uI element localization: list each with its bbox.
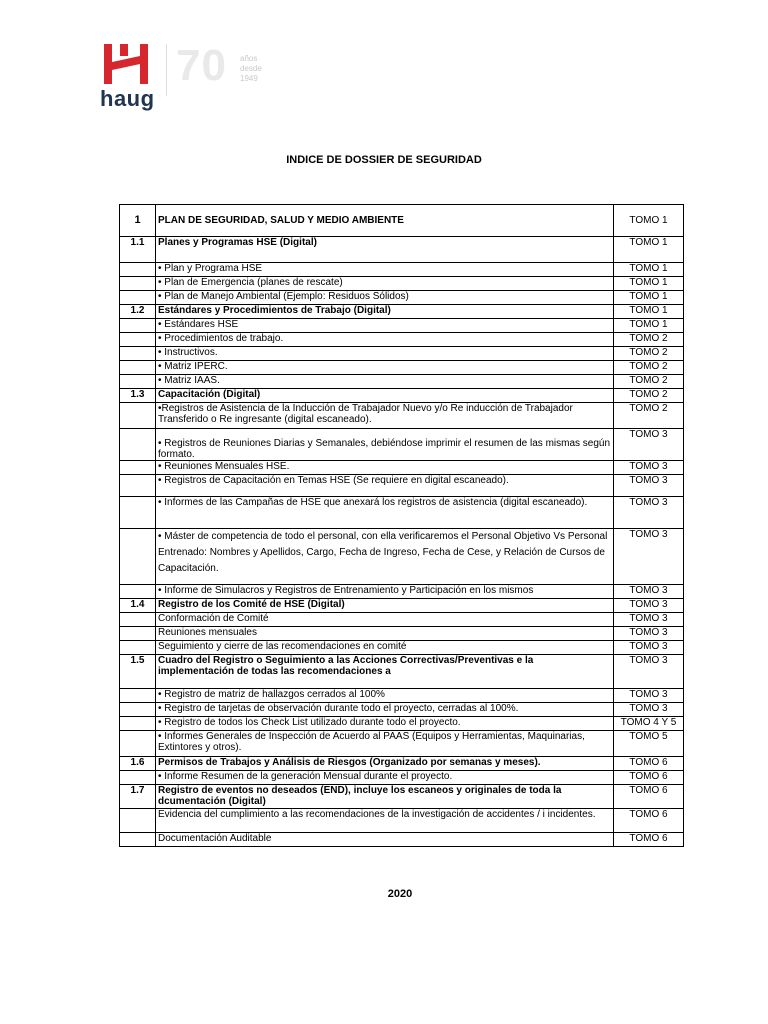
tomo-cell: TOMO 1 (614, 263, 684, 277)
section-number (120, 475, 156, 497)
tomo-cell: TOMO 1 (614, 291, 684, 305)
section-number (120, 497, 156, 529)
item-text: • Informes Generales de Inspección de Acuerdo al PAAS (Equipos y Herramientas, Maquinarias, Extintores y otros). (156, 731, 614, 757)
section-number (120, 375, 156, 389)
tomo-cell: TOMO 6 (614, 757, 684, 771)
section-number (120, 291, 156, 305)
table-row (120, 347, 684, 361)
table-row (120, 771, 684, 785)
section-number (120, 277, 156, 291)
table-row (120, 655, 684, 689)
section-number (120, 717, 156, 731)
tomo-cell: TOMO 3 (614, 475, 684, 497)
item-text: • Matriz IAAS. (156, 375, 614, 389)
table-row (120, 237, 684, 263)
section-number (120, 703, 156, 717)
section-number (120, 809, 156, 833)
section-number (120, 731, 156, 757)
item-text: • Registro de tarjetas de observación durante todo el proyecto, cerradas al 100%. (156, 703, 614, 717)
tomo-cell: TOMO 5 (614, 731, 684, 757)
item-text: • Registro de todos los Check List utilizado durante todo el proyecto. (156, 717, 614, 731)
section-number (120, 641, 156, 655)
section-number (120, 613, 156, 627)
item-text: • Registros de Capacitación en Temas HSE (Se requiere en digital escaneado). (156, 475, 614, 497)
section-number (120, 833, 156, 847)
tomo-cell: TOMO 1 (614, 277, 684, 291)
item-text: • Registro de matriz de hallazgos cerrados al 100% (156, 689, 614, 703)
section-number: 1 (120, 205, 156, 237)
section-number (120, 771, 156, 785)
section-number: 1.5 (120, 655, 156, 689)
tomo-cell: TOMO 3 (614, 529, 684, 585)
table-row (120, 529, 684, 585)
table-row (120, 689, 684, 703)
item-text: Conformación de Comité (156, 613, 614, 627)
table-row (120, 717, 684, 731)
section-number (120, 529, 156, 585)
section-title: Registro de eventos no deseados (END), incluye los escaneos y originales de toda la dcumentación (Digital) (156, 785, 614, 809)
tomo-cell: TOMO 1 (614, 205, 684, 237)
section-number: 1.1 (120, 237, 156, 263)
table-row (120, 319, 684, 333)
table-row (120, 305, 684, 319)
item-text: • Reuniones Mensuales HSE. (156, 461, 614, 475)
table-row (120, 757, 684, 771)
section-title: PLAN DE SEGURIDAD, SALUD Y MEDIO AMBIENTE (156, 205, 614, 237)
section-number (120, 347, 156, 361)
section-number: 1.4 (120, 599, 156, 613)
item-text: • Registros de Reuniones Diarias y Semanales, debiéndose imprimir el resumen de las mismas según formato. (156, 429, 614, 461)
table-row (120, 585, 684, 599)
item-text: Reuniones mensuales (156, 627, 614, 641)
table-row (120, 613, 684, 627)
table-row (120, 475, 684, 497)
logo-since: años desde 1949 (240, 54, 262, 83)
section-number (120, 461, 156, 475)
section-number (120, 333, 156, 347)
tomo-cell: TOMO 3 (614, 655, 684, 689)
section-title: Capacitación (Digital) (156, 389, 614, 403)
item-text: Seguimiento y cierre de las recomendaciones en comité (156, 641, 614, 655)
table-row (120, 361, 684, 375)
company-logo (100, 42, 280, 114)
tomo-cell: TOMO 6 (614, 809, 684, 833)
tomo-cell: TOMO 2 (614, 403, 684, 429)
section-number (120, 263, 156, 277)
item-text: Documentación Auditable (156, 833, 614, 847)
tomo-cell: TOMO 2 (614, 361, 684, 375)
item-text: • Plan de Manejo Ambiental (Ejemplo: Residuos Sólidos) (156, 291, 614, 305)
section-number: 1.3 (120, 389, 156, 403)
tomo-cell: TOMO 2 (614, 347, 684, 361)
tomo-cell: TOMO 2 (614, 389, 684, 403)
item-text: • Procedimientos de trabajo. (156, 333, 614, 347)
section-number (120, 319, 156, 333)
tomo-cell: TOMO 4 Y 5 (614, 717, 684, 731)
item-text: • Informes de las Campañas de HSE que anexará los registros de asistencia (digital escaneado). (156, 497, 614, 529)
table-row (120, 277, 684, 291)
tomo-cell: TOMO 3 (614, 689, 684, 703)
table-row (120, 599, 684, 613)
table-row (120, 403, 684, 429)
table-row (120, 429, 684, 461)
table-row (120, 703, 684, 717)
section-title: Estándares y Procedimientos de Trabajo (Digital) (156, 305, 614, 319)
document-title: INDICE DE DOSSIER DE SEGURIDAD (286, 154, 482, 166)
section-number: 1.2 (120, 305, 156, 319)
tomo-cell: TOMO 3 (614, 627, 684, 641)
item-text: Evidencia del cumplimiento a las recomendaciones de la investigación de accidentes / i incidentes. (156, 809, 614, 833)
section-number: 1.6 (120, 757, 156, 771)
document-year: 2020 (387, 888, 413, 900)
item-text: • Plan de Emergencia (planes de rescate) (156, 277, 614, 291)
section-number (120, 429, 156, 461)
item-text: • Matriz IPERC. (156, 361, 614, 375)
tomo-cell: TOMO 3 (614, 613, 684, 627)
item-text: • Informe de Simulacros y Registros de Entrenamiento y Participación en los mismos (156, 585, 614, 599)
tomo-cell: TOMO 3 (614, 585, 684, 599)
section-number (120, 585, 156, 599)
logo-brand-text: haug (100, 86, 155, 111)
item-text: • Estándares HSE (156, 319, 614, 333)
item-text: • Plan y Programa HSE (156, 263, 614, 277)
item-text: • Instructivos. (156, 347, 614, 361)
tomo-cell: TOMO 3 (614, 641, 684, 655)
index-table (119, 204, 684, 847)
table-row (120, 627, 684, 641)
table-row (120, 389, 684, 403)
table-row (120, 809, 684, 833)
tomo-cell: TOMO 2 (614, 375, 684, 389)
item-text: • Informe Resumen de la generación Mensual durante el proyecto. (156, 771, 614, 785)
section-number (120, 627, 156, 641)
section-title: Cuadro del Registro o Seguimiento a las Acciones Correctivas/Preventivas e la implementación de todas las recomendaciones a (156, 655, 614, 689)
table-row (120, 333, 684, 347)
table-row (120, 263, 684, 277)
table-row (120, 461, 684, 475)
tomo-cell: TOMO 6 (614, 833, 684, 847)
table-row (120, 205, 684, 237)
section-number (120, 361, 156, 375)
section-title: Registro de los Comité de HSE (Digital) (156, 599, 614, 613)
tomo-cell: TOMO 1 (614, 305, 684, 319)
section-title: Planes y Programas HSE (Digital) (156, 237, 614, 263)
section-number (120, 689, 156, 703)
section-number (120, 403, 156, 429)
table-row (120, 497, 684, 529)
tomo-cell: TOMO 1 (614, 237, 684, 263)
section-number: 1.7 (120, 785, 156, 809)
table-row (120, 375, 684, 389)
section-title: Permisos de Trabajos y Análisis de Riesgos (Organizado por semanas y meses). (156, 757, 614, 771)
tomo-cell: TOMO 6 (614, 771, 684, 785)
item-text: •Registros de Asistencia de la Inducción de Trabajador Nuevo y/o Re inducción de Trabajador Transferido o Re ingresante (digital escaneado). (156, 403, 614, 429)
tomo-cell: TOMO 2 (614, 333, 684, 347)
table-row (120, 291, 684, 305)
tomo-cell: TOMO 3 (614, 703, 684, 717)
table-row (120, 785, 684, 809)
tomo-cell: TOMO 3 (614, 599, 684, 613)
tomo-cell: TOMO 1 (614, 319, 684, 333)
table-row (120, 731, 684, 757)
haug-h-icon (100, 42, 152, 87)
logo-divider (166, 44, 167, 96)
tomo-cell: TOMO 3 (614, 461, 684, 475)
table-row (120, 833, 684, 847)
tomo-cell: TOMO 3 (614, 429, 684, 461)
tomo-cell: TOMO 3 (614, 497, 684, 529)
item-text: • Máster de competencia de todo el personal, con ella verificaremos el Personal Objetivo Vs Personal Entrenado: Nombres y Apellidos, Cargo, Fecha de Ingreso, Fecha de Cese, y Relación de Cursos de Capacitación. (156, 529, 614, 585)
table-row (120, 641, 684, 655)
logo-anniversary: 70 (176, 41, 227, 90)
tomo-cell: TOMO 6 (614, 785, 684, 809)
